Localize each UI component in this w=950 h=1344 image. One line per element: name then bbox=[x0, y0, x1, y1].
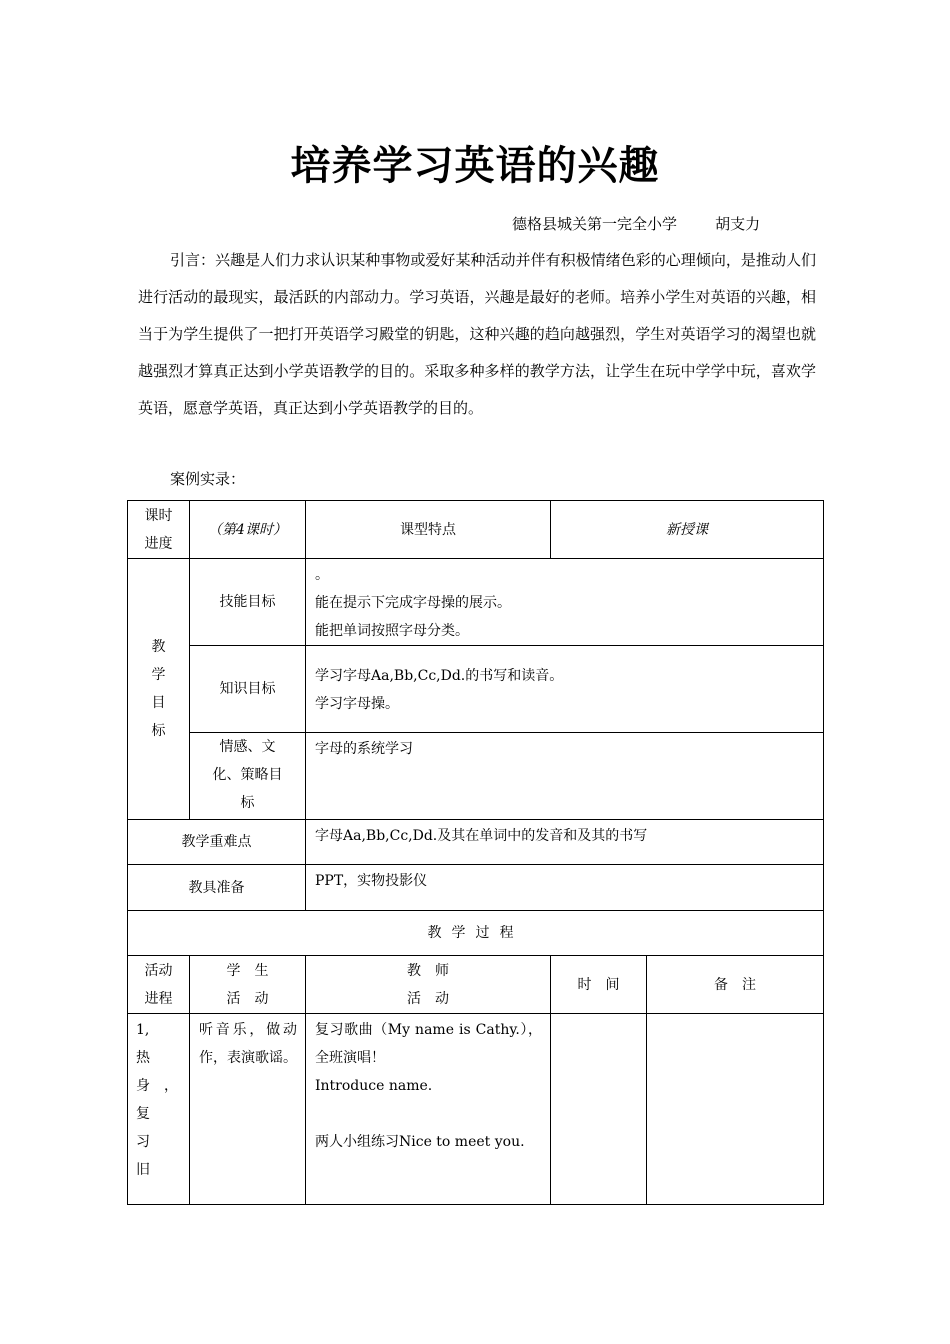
time-cell bbox=[551, 1014, 647, 1205]
student-activity-cell: 听音乐，做动作，表演歌谣。 bbox=[190, 1014, 306, 1205]
activity-column-header bbox=[128, 956, 190, 1014]
emotion-label-line: 标 bbox=[240, 795, 255, 811]
teacher-activity-line: Introduce name. bbox=[315, 1078, 433, 1094]
emotion-label-line: 化、策略目 bbox=[212, 767, 283, 783]
table-row bbox=[128, 501, 824, 559]
table-row bbox=[128, 646, 824, 733]
knowledge-goal-content bbox=[306, 646, 824, 733]
teacher-activity-cell bbox=[306, 1014, 551, 1205]
tools-content: PPT，实物投影仪 bbox=[306, 865, 824, 911]
header-line: 活 动 bbox=[407, 990, 449, 1007]
intro-paragraph: 引言：兴趣是人们力求认识某种事物或爱好某种活动并伴有积极情绪色彩的心理倾向，是推动人们进行活动的最现实，最活跃的内部动力。学习英语，兴趣是最好的老师。培养小学生对英语的兴趣，相当于为学生提供了一把打开英语学习殿堂的钥匙，这种兴趣的趋向越强烈，学生对英语学习的渴望也就越强烈才算真正达到小学英语教学的目的。采取多种多样的教学方法，让学生在玩中学学中玩，喜欢学英语，愿意学英语，真正达到小学英语教学的目的。 bbox=[138, 251, 816, 417]
lesson-plan-table bbox=[127, 500, 824, 1205]
table-row bbox=[128, 733, 824, 820]
activity-line: 习 bbox=[136, 1134, 150, 1150]
skill-goal-label: 技能目标 bbox=[190, 559, 306, 646]
lesson-type-value: 新授课 bbox=[551, 501, 824, 559]
process-header: 教学过程 bbox=[128, 911, 824, 956]
skill-goal-line: 能在提示下完成字母操的展示。 bbox=[315, 595, 511, 611]
goals-label-char: 教 bbox=[151, 639, 166, 655]
table-row bbox=[128, 865, 824, 911]
header-line: 活 动 bbox=[226, 990, 269, 1007]
teaching-goals-label bbox=[128, 559, 190, 820]
goals-label-char: 目 bbox=[151, 695, 166, 711]
header-line: 学 生 bbox=[226, 962, 269, 979]
knowledge-goal-line: 学习字母Aa,Bb,Cc,Dd.的书写和读音。 bbox=[315, 668, 564, 684]
author-line: 德格县城关第一完全小学 胡支力 bbox=[512, 215, 761, 233]
teacher-column-header bbox=[306, 956, 551, 1014]
activity-line: 旧 bbox=[136, 1162, 150, 1178]
table-row bbox=[128, 911, 824, 956]
key-points-content: 字母Aa,Bb,Cc,Dd.及其在单词中的发音和及其的书写 bbox=[306, 820, 824, 865]
activity-line: 1, bbox=[136, 1022, 150, 1038]
teacher-activity-line: 两人小组练习Nice to meet you. bbox=[315, 1134, 525, 1150]
table-row bbox=[128, 956, 824, 1014]
emotion-goal-content: 字母的系统学习 bbox=[306, 733, 824, 820]
case-record-label: 案例实录： bbox=[170, 470, 246, 488]
emotion-goal-label bbox=[190, 733, 306, 820]
activity-cell bbox=[128, 1014, 190, 1205]
tools-label: 教具准备 bbox=[128, 865, 306, 911]
teacher-activity-line: 复习歌曲（My name is Cathy.），全班演唱！ bbox=[315, 1022, 542, 1066]
header-line: 教 师 bbox=[407, 962, 449, 979]
table-row bbox=[128, 1014, 824, 1205]
knowledge-goal-line: 学习字母操。 bbox=[315, 696, 399, 712]
progress-label-line: 进度 bbox=[144, 535, 173, 552]
activity-line: 复 bbox=[136, 1106, 150, 1122]
skill-goal-line: 能把单词按照字母分类。 bbox=[315, 623, 469, 639]
lesson-type-label: 课型特点 bbox=[306, 501, 551, 559]
blank-line bbox=[315, 1100, 542, 1128]
skill-goal-content bbox=[306, 559, 824, 646]
time-column-header: 时 间 bbox=[551, 956, 647, 1014]
emotion-label-line: 情感、文 bbox=[219, 739, 276, 755]
table-row bbox=[128, 820, 824, 865]
progress-label-cell bbox=[128, 501, 190, 559]
document-title: 培养学习英语的兴趣 bbox=[290, 143, 660, 189]
progress-label-line: 课时 bbox=[144, 507, 173, 524]
note-column-header: 备 注 bbox=[647, 956, 824, 1014]
header-line: 进程 bbox=[144, 990, 173, 1007]
table-row bbox=[128, 559, 824, 646]
goals-label-char: 标 bbox=[151, 723, 166, 739]
goals-label-char: 学 bbox=[151, 667, 166, 683]
key-points-label: 教学重难点 bbox=[128, 820, 306, 865]
lesson-number: （第4课时） bbox=[190, 501, 306, 559]
header-line: 活动 bbox=[144, 962, 173, 979]
activity-line: 热 bbox=[136, 1050, 150, 1066]
skill-goal-line: 。 bbox=[315, 567, 329, 583]
knowledge-goal-label: 知识目标 bbox=[190, 646, 306, 733]
student-column-header bbox=[190, 956, 306, 1014]
activity-line: 身 ， bbox=[136, 1078, 178, 1094]
note-cell bbox=[647, 1014, 824, 1205]
